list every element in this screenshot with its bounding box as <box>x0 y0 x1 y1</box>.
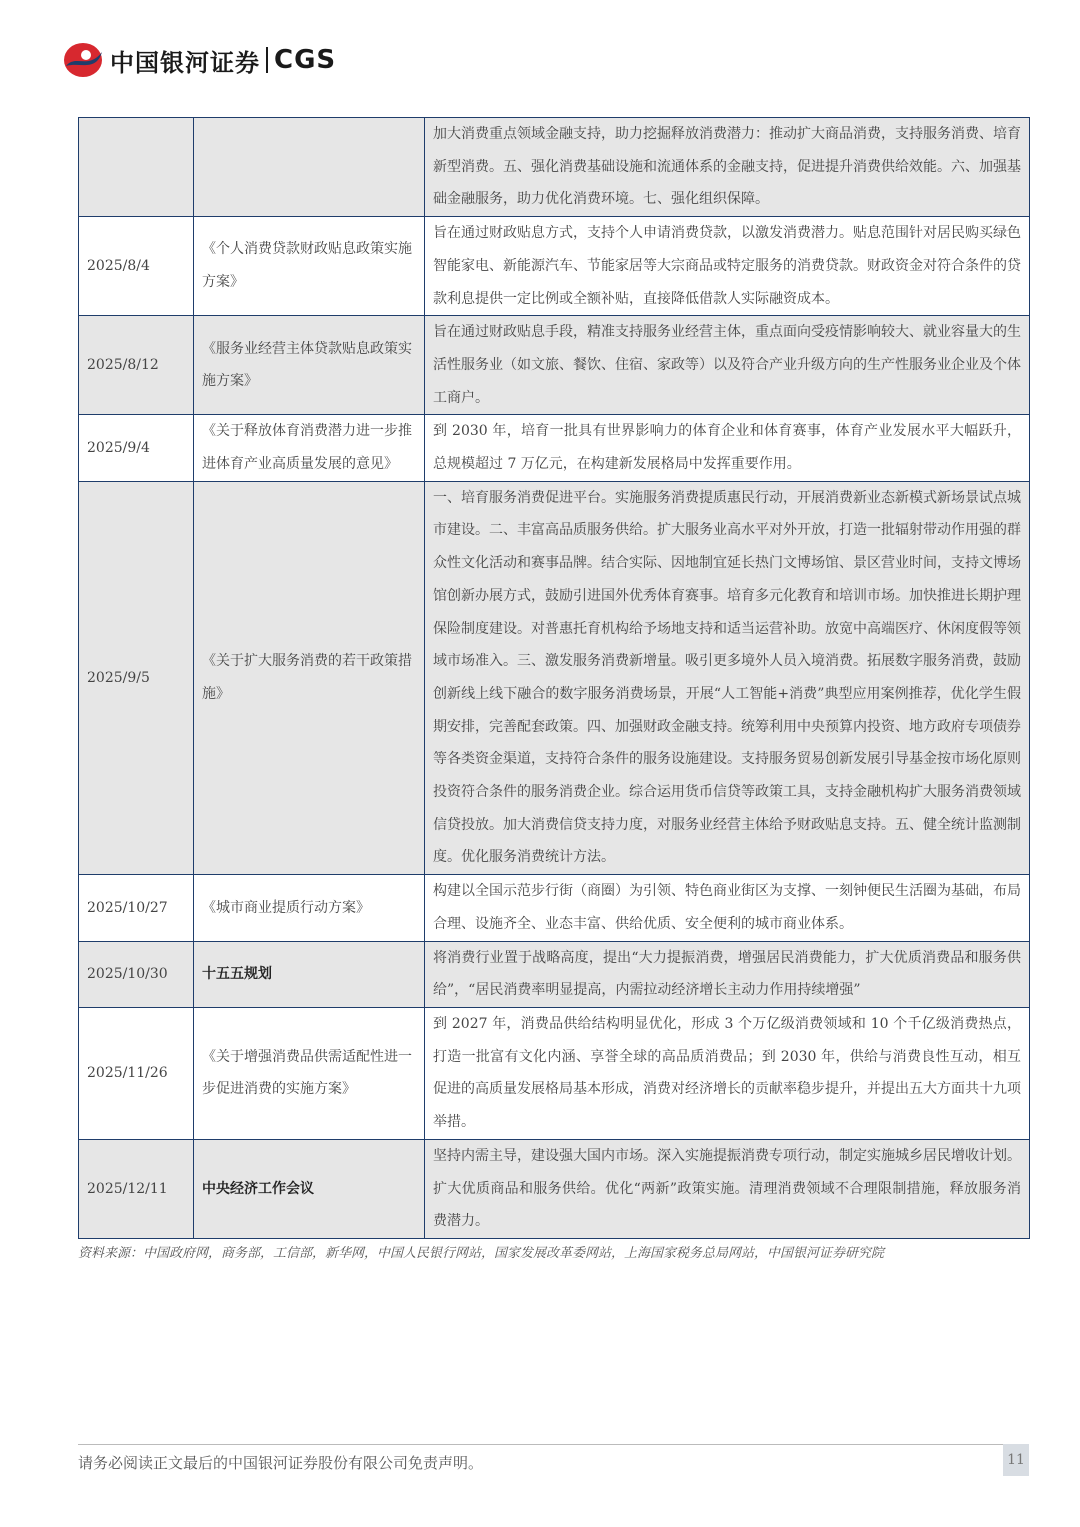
policy-desc-cell: 加大消费重点领域金融支持，助力挖掘释放消费潜力：推动扩大商品消费，支持服务消费、培育新型消费。五、强化消费基础设施和流通体系的金融支持，促进提升消费供给效能。六、加强基础金融服务，助力优化消费环境。七、强化组织保障。 <box>425 118 1030 217</box>
policy-desc-cell: 将消费行业置于战略高度，提出“大力提振消费，增强居民消费能力，扩大优质消费品和服务供给”，“居民消费率明显提高，内需拉动经济增长主动力作用持续增强” <box>425 941 1030 1007</box>
table-row <box>79 118 1030 217</box>
date-cell: 2025/8/12 <box>79 316 194 415</box>
table-row <box>79 316 1030 415</box>
table-row <box>79 1007 1030 1139</box>
page-number: 11 <box>1003 1444 1029 1476</box>
policy-name-cell: 《城市商业提质行动方案》 <box>194 875 425 941</box>
policy-name-cell: 《服务业经营主体贷款贴息政策实施方案》 <box>194 316 425 415</box>
date-cell: 2025/9/5 <box>79 481 194 874</box>
policy-name-cell <box>194 118 425 217</box>
cgs-logo-icon <box>62 40 104 80</box>
date-cell: 2025/9/4 <box>79 415 194 481</box>
date-cell: 2025/12/11 <box>79 1139 194 1238</box>
date-cell: 2025/10/30 <box>79 941 194 1007</box>
table-row <box>79 875 1030 941</box>
policy-desc-cell: 旨在通过财政贴息方式，支持个人申请消费贷款，以激发消费潜力。贴息范围针对居民购买绿色智能家电、新能源汽车、节能家居等大宗商品或特定服务的消费贷款。财政资金对符合条件的贷款利息提供一定比例或全额补贴，直接降低借款人实际融资成本。 <box>425 217 1030 316</box>
table-row <box>79 415 1030 481</box>
date-cell: 2025/8/4 <box>79 217 194 316</box>
table-row <box>79 217 1030 316</box>
date-cell: 2025/11/26 <box>79 1007 194 1139</box>
table-row <box>79 1139 1030 1238</box>
source-note: 资料来源：中国政府网，商务部，工信部，新华网，中国人民银行网站，国家发展改革委网站，上海国家税务总局网站，中国银河证券研究院 <box>78 1246 885 1261</box>
table-row <box>79 481 1030 874</box>
date-cell <box>79 118 194 217</box>
table-row <box>79 941 1030 1007</box>
logo-chinese-name: 中国银河证券 <box>110 48 260 77</box>
company-logo <box>62 40 336 80</box>
policy-desc-cell: 到 2030 年，培育一批具有世界影响力的体育企业和体育赛事，体育产业发展水平大幅跃升，总规模超过 7 万亿元，在构建新发展格局中发挥重要作用。 <box>425 415 1030 481</box>
policy-desc-cell: 到 2027 年，消费品供给结构明显优化，形成 3 个万亿级消费领域和 10 个千亿级消费热点，打造一批富有文化内涵、享誉全球的高品质消费品；到 2030 年，供给与消费良性互动，相互促进的高质量发展格局基本形成，消费对经济增长的贡献率稳步提升，并提出五大方面共十九项举措。 <box>425 1007 1030 1139</box>
policy-desc-cell: 构建以全国示范步行街（商圈）为引领、特色商业街区为支撑、一刻钟便民生活圈为基础，布局合理、设施齐全、业态丰富、供给优质、安全便利的城市商业体系。 <box>425 875 1030 941</box>
policy-name-cell: 《关于释放体育消费潜力进一步推进体育产业高质量发展的意见》 <box>194 415 425 481</box>
date-cell: 2025/10/27 <box>79 875 194 941</box>
policy-name-cell: 《个人消费贷款财政贴息政策实施方案》 <box>194 217 425 316</box>
policy-table <box>78 117 1030 1239</box>
footer-divider <box>78 1444 1029 1445</box>
policy-desc-cell: 坚持内需主导，建设强大国内市场。深入实施提振消费专项行动，制定实施城乡居民增收计划。扩大优质商品和服务供给。优化“两新”政策实施。清理消费领域不合理限制措施，释放服务消费潜力。 <box>425 1139 1030 1238</box>
policy-name-cell: 中央经济工作会议 <box>194 1139 425 1238</box>
logo-english-name: CGS <box>274 45 337 75</box>
policy-name-cell: 《关于扩大服务消费的若干政策措施》 <box>194 481 425 874</box>
policy-name-cell: 《关于增强消费品供需适配性进一步促进消费的实施方案》 <box>194 1007 425 1139</box>
footer-disclaimer: 请务必阅读正文最后的中国银河证券股份有限公司免责声明。 <box>78 1454 484 1472</box>
policy-desc-cell: 旨在通过财政贴息手段，精准支持服务业经营主体，重点面向受疫情影响较大、就业容量大的生活性服务业（如文旅、餐饮、住宿、家政等）以及符合产业升级方向的生产性服务业企业及个体工商户。 <box>425 316 1030 415</box>
policy-name-cell: 十五五规划 <box>194 941 425 1007</box>
policy-desc-cell: 一、培育服务消费促进平台。实施服务消费提质惠民行动，开展消费新业态新模式新场景试点城市建设。二、丰富高品质服务供给。扩大服务业高水平对外开放，打造一批辐射带动作用强的群众性文化活动和赛事品牌。结合实际、因地制宜延长热门文博场馆、景区营业时间，支持文博场馆创新办展方式，鼓励引进国外优秀体育赛事。培育多元化教育和培训市场。加快推进长期护理保险制度建设。对普惠托育机构给予场地支持和适当运营补助。放宽中高端医疗、休闲度假等领域市场准入。三、激发服务消费新增量。吸引更多境外人员入境消费。拓展数字服务消费，鼓励创新线上线下融合的数字服务消费场景，开展“人工智能+消费”典型应用案例推荐，优化学生假期安排，完善配套政策。四、加强财政金融支持。统筹利用中央预算内投资、地方政府专项债券等各类资金渠道，支持符合条件的服务设施建设。支持服务贸易创新发展引导基金按市场化原则投资符合条件的服务消费企业。综合运用货币信贷等政策工具，支持金融机构扩大服务消费领域信贷投放。加大消费信贷支持力度，对服务业经营主体给予财政贴息支持。五、健全统计监测制度。优化服务消费统计方法。 <box>425 481 1030 874</box>
logo-divider <box>266 47 268 73</box>
